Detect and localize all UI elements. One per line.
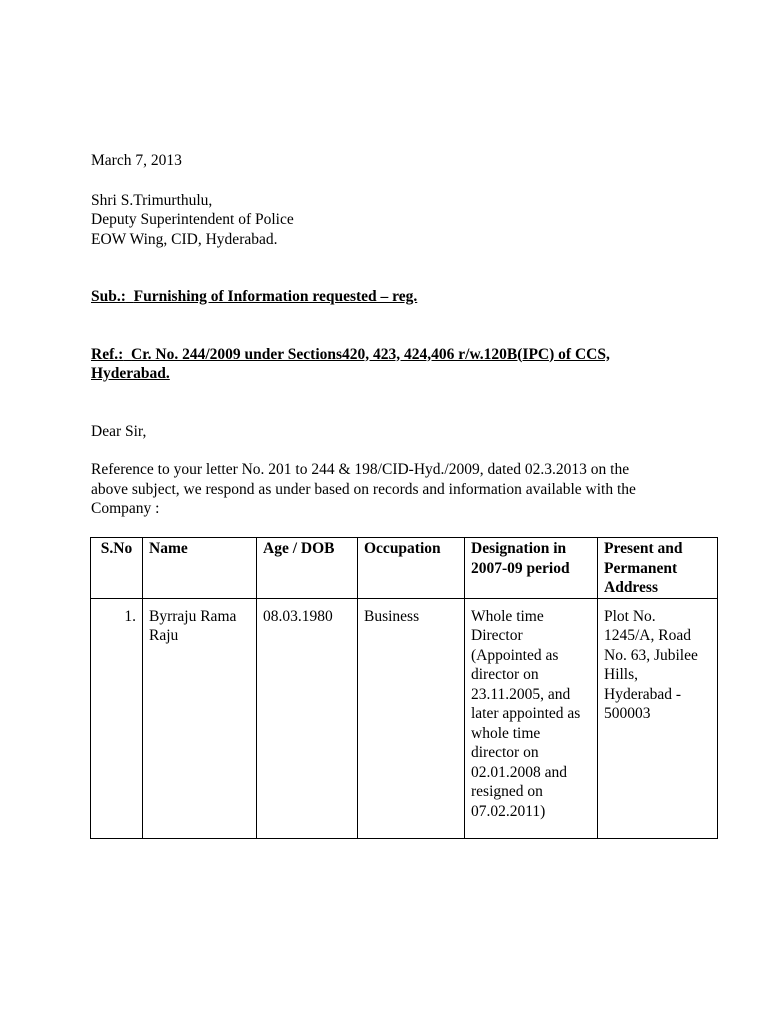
letter-body [91, 151, 721, 519]
header-designation: Designation in 2007-09 period [465, 538, 598, 599]
body-paragraph [91, 460, 691, 519]
reference-text-line2: Hyderabad. [91, 365, 170, 382]
addressee-name: Shri S.Trimurthulu, [91, 191, 213, 209]
addressee-block [91, 191, 721, 250]
reference-label: Ref.: [91, 345, 124, 363]
letter-date: March 7, 2013 [91, 152, 182, 169]
body-line-3: Company : [91, 500, 160, 517]
cell-sno: 1. [91, 598, 143, 838]
salutation: Dear Sir, [91, 422, 147, 440]
reference-line [91, 345, 721, 384]
header-occupation: Occupation [358, 538, 465, 599]
cell-age-dob: 08.03.1980 [257, 598, 358, 838]
subject-text: Furnishing of Information requested – reg. [133, 288, 418, 305]
header-sno: S.No [91, 538, 143, 599]
table-header-row [91, 538, 718, 599]
addressee-designation: Deputy Superintendent of Police [91, 211, 294, 228]
reference-text-line1: Cr. No. 244/2009 under Sections420, 423, 424,406 r/w.120B(IPC) of CCS, [131, 345, 610, 363]
cell-designation: Whole time Director (Appointed as director on 23.11.2005, and later appointed as whole time director on 02.01.2008 and resigned on 07.02.2011) [465, 598, 598, 838]
header-name: Name [143, 538, 257, 599]
addressee-office: EOW Wing, CID, Hyderabad. [91, 230, 278, 248]
header-address: Present and Permanent Address [598, 538, 718, 599]
header-age-dob: Age / DOB [257, 538, 358, 599]
subject-line [91, 287, 721, 307]
information-table [90, 537, 718, 839]
cell-name: Byrraju Rama Raju [143, 598, 257, 838]
body-line-1: Reference to your letter No. 201 to 244 & 198/CID-Hyd./2009, dated 02.3.2013 on the [91, 461, 630, 478]
body-line-2: above subject, we respond as under based on records and information available with the [91, 480, 636, 498]
cell-address: Plot No. 1245/A, Road No. 63, Jubilee Hills, Hyderabad - 500003 [598, 598, 718, 838]
table-row [91, 598, 718, 838]
cell-occupation: Business [358, 598, 465, 838]
subject-label: Sub.: [91, 288, 126, 305]
